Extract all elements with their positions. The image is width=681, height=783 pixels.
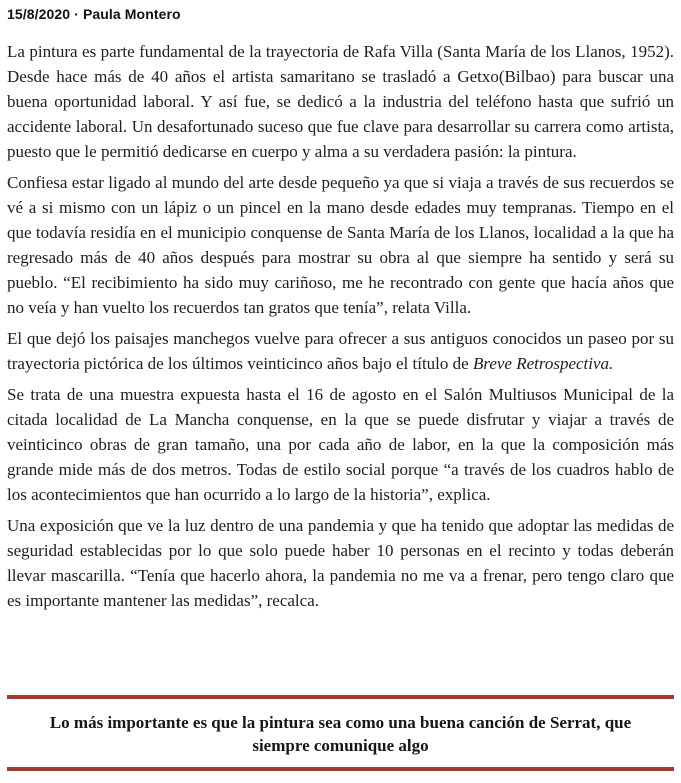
article-paragraph-1: La pintura es parte fundamental de la trayectoria de Rafa Villa (Santa María de los Llanos, 1952). Desde hace más de 40 años el artista samaritano se trasladó a Getxo(Bilbao) para buscar una buena oportunidad laboral. Y así fue, se dedicó a la industria del teléfono hasta que sufrió un accidente laboral. Un desafortunado suceso que fue clave para desarrollar su carrera como artista, puesto que le permitió dedicarse en cuerpo y alma a su verdadera pasión: la pintura.	[7, 42, 674, 161]
article-paragraph-4: Se trata de una muestra expuesta hasta el 16 de agosto en el Salón Multiusos Municipal de la citada localidad de La Mancha conquense, en la que se puede disfrutar y viajar a través de veinticinco obras de gran tamaño, una por cada año de labor, en la que la composición más grande mide más de dos metros. Todas de estilo social porque “a través de los cuadros hablo de los acontecimientos que han ocurrido a lo largo de la historia”, explica.	[7, 385, 674, 504]
byline	[7, 6, 674, 22]
byline-separator: ·	[74, 6, 79, 22]
byline-date: 15/8/2020	[7, 6, 71, 22]
pull-quote-text: Lo más importante es que la pintura sea como una buena canción de Serrat, que siempre comunique algo	[49, 713, 632, 755]
byline-author: Paula Montero	[82, 6, 181, 22]
article-paragraph-2: Confiesa estar ligado al mundo del arte desde pequeño ya que si viaja a través de sus recuerdos se vé a si mismo con un lápiz o un pincel en la mano desde edades muy tempranas. Tiempo en el que todavía residía en el municipio conquense de Santa María de los Llanos, localidad a la que ha regresado más de 40 años después para mostrar su obra al que siempre ha sentido y será su pueblo. “El recibimiento ha sido muy cariñoso, me he recontrado con gente que hacía años que no veía y han vuelto los recuerdos tan gratos que tenía”, relata Villa.	[7, 173, 674, 317]
article-paragraph-5: Una exposición que ve la luz dentro de una pandemia y que ha tenido que adoptar las medidas de seguridad establecidas por lo que solo puede haber 10 personas en el recinto y todas deberán llevar mascarilla. “Tenía que hacerlo ahora, la pandemia no me va a frenar, pero tengo claro que es importante mantener las medidas”, recalca.	[7, 516, 674, 610]
paragraph-3-text: El que dejó los paisajes manchegos vuelve para ofrecer a sus antiguos conocidos un paseo por su trayectoria pictórica de los últimos veinticinco años bajo el título de	[7, 329, 674, 373]
article-paragraph-3	[7, 326, 674, 376]
pull-quote	[7, 695, 674, 771]
exhibition-title: Breve Retrospectiva.	[472, 354, 614, 373]
